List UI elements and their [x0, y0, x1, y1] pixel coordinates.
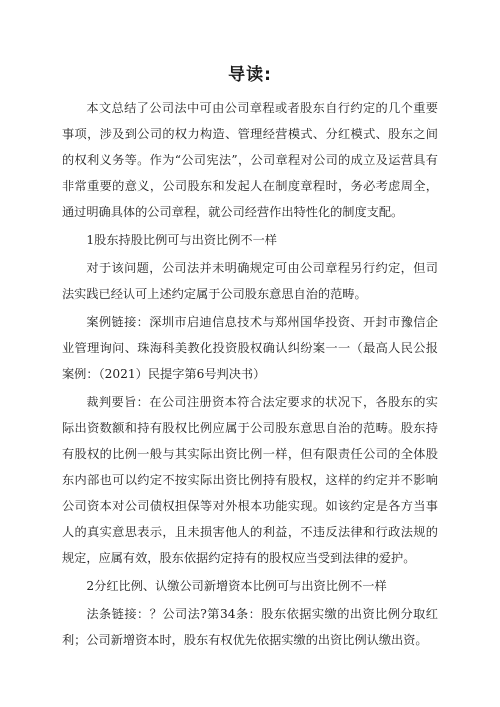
section-1-paragraph: 对于该问题，公司法并未明确规定可由公司章程另行约定，但司法实践已经认可上述约定属于公司股东意思自治的范畴。: [62, 261, 438, 301]
section-heading-1: 1股东持股比例可与出资比例不一样: [86, 233, 277, 247]
statute-link-paragraph: 法条链接：？公司法?第34条：股东依据实缴的出资比例分取红利；公司新增资本时，股东有权优先依据实缴的出资比例认缴出资。: [62, 607, 438, 647]
section-heading-2: 2分红比例、认缴公司新增资本比例可与出资比例不一样: [86, 579, 387, 593]
case-link-paragraph: 案例链接：深圳市启迪信息技术与郑州国华投资、开封市豫信企业管理询问、珠海科美教化投资股权确认纠纷案一一（最高人民公报案例：（2021）民提字第6号判决书）: [62, 315, 438, 381]
ruling-summary-paragraph: 裁判要旨：在公司注册资本符合法定要求的状况下，各股东的实际出资数额和持有股权比例应属于公司股东意思自治的范畴。股东持有股权的比例一般与其实际出资比例一样，但有限责任公司的全体股东内部也可以约定不按实际出资比例持有股权，这样的约定并不影响公司资本对公司债权担保等对外根本功能实现。如该约定是各方当事人的真实意思表示，且未损害他人的利益，不违反法律和行政法规的规定，应属有效，股东依据约定持有的股权应当受到法律的爱护。: [62, 395, 438, 565]
document-title: 导读:: [228, 65, 272, 85]
intro-paragraph: 本文总结了公司法中可由公司章程或者股东自行约定的几个重要事项，涉及到公司的权力构造、管理经营模式、分红模式、股东之间的权利义务等。作为“公司宪法”，公司章程对公司的成立及运营具有非常重要的意义，公司股东和发起人在制度章程时，务必考虑周全，通过明确具体的公司章程，就公司经营作出特性化的制度支配。: [62, 101, 438, 219]
